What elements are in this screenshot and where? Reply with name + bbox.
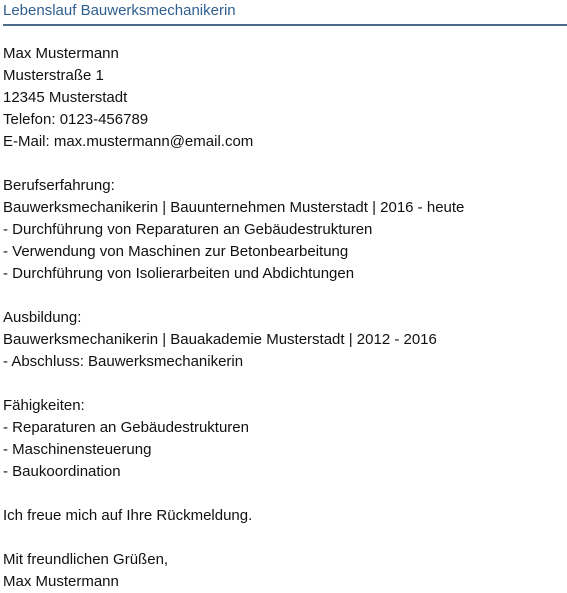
section-spacer (3, 285, 563, 307)
section-spacer (3, 527, 563, 549)
skills-item: - Maschinensteuerung (3, 441, 152, 458)
skills-item: - Baukoordination (3, 463, 121, 480)
document-body (3, 43, 563, 593)
section-spacer (3, 483, 563, 505)
experience-heading: Berufserfahrung: (3, 177, 115, 194)
contact-city: 12345 Musterstadt (3, 89, 128, 106)
education-entry: Bauwerksmechanikerin | Bauakademie Musterstadt | 2012 - 2016 (3, 331, 437, 348)
education-item: - Abschluss: Bauwerksmechanikerin (3, 353, 244, 370)
signature-name: Max Mustermann (3, 573, 119, 590)
document-header (3, 0, 567, 26)
experience-item: - Durchführung von Reparaturen an Gebäudestrukturen (3, 221, 373, 238)
experience-position: Bauwerksmechanikerin | Bauunternehmen Musterstadt | 2016 - heute (3, 199, 465, 216)
contact-street: Musterstraße 1 (3, 67, 104, 84)
education-heading: Ausbildung: (3, 309, 82, 326)
skills-heading: Fähigkeiten: (3, 397, 85, 414)
contact-name: Max Mustermann (3, 45, 119, 62)
experience-item: - Verwendung von Maschinen zur Betonbearbeitung (3, 243, 349, 260)
skills-item: - Reparaturen an Gebäudestrukturen (3, 419, 249, 436)
closing-statement: Ich freue mich auf Ihre Rückmeldung. (3, 507, 253, 524)
contact-phone: Telefon: 0123-456789 (3, 111, 149, 128)
section-spacer (3, 153, 563, 175)
closing-greeting: Mit freundlichen Grüßen, (3, 551, 169, 568)
document-title: Lebenslauf Bauwerksmechanikerin (3, 2, 236, 19)
experience-item: - Durchführung von Isolierarbeiten und Abdichtungen (3, 265, 355, 282)
contact-email: E-Mail: max.mustermann@email.com (3, 133, 254, 150)
section-spacer (3, 373, 563, 395)
